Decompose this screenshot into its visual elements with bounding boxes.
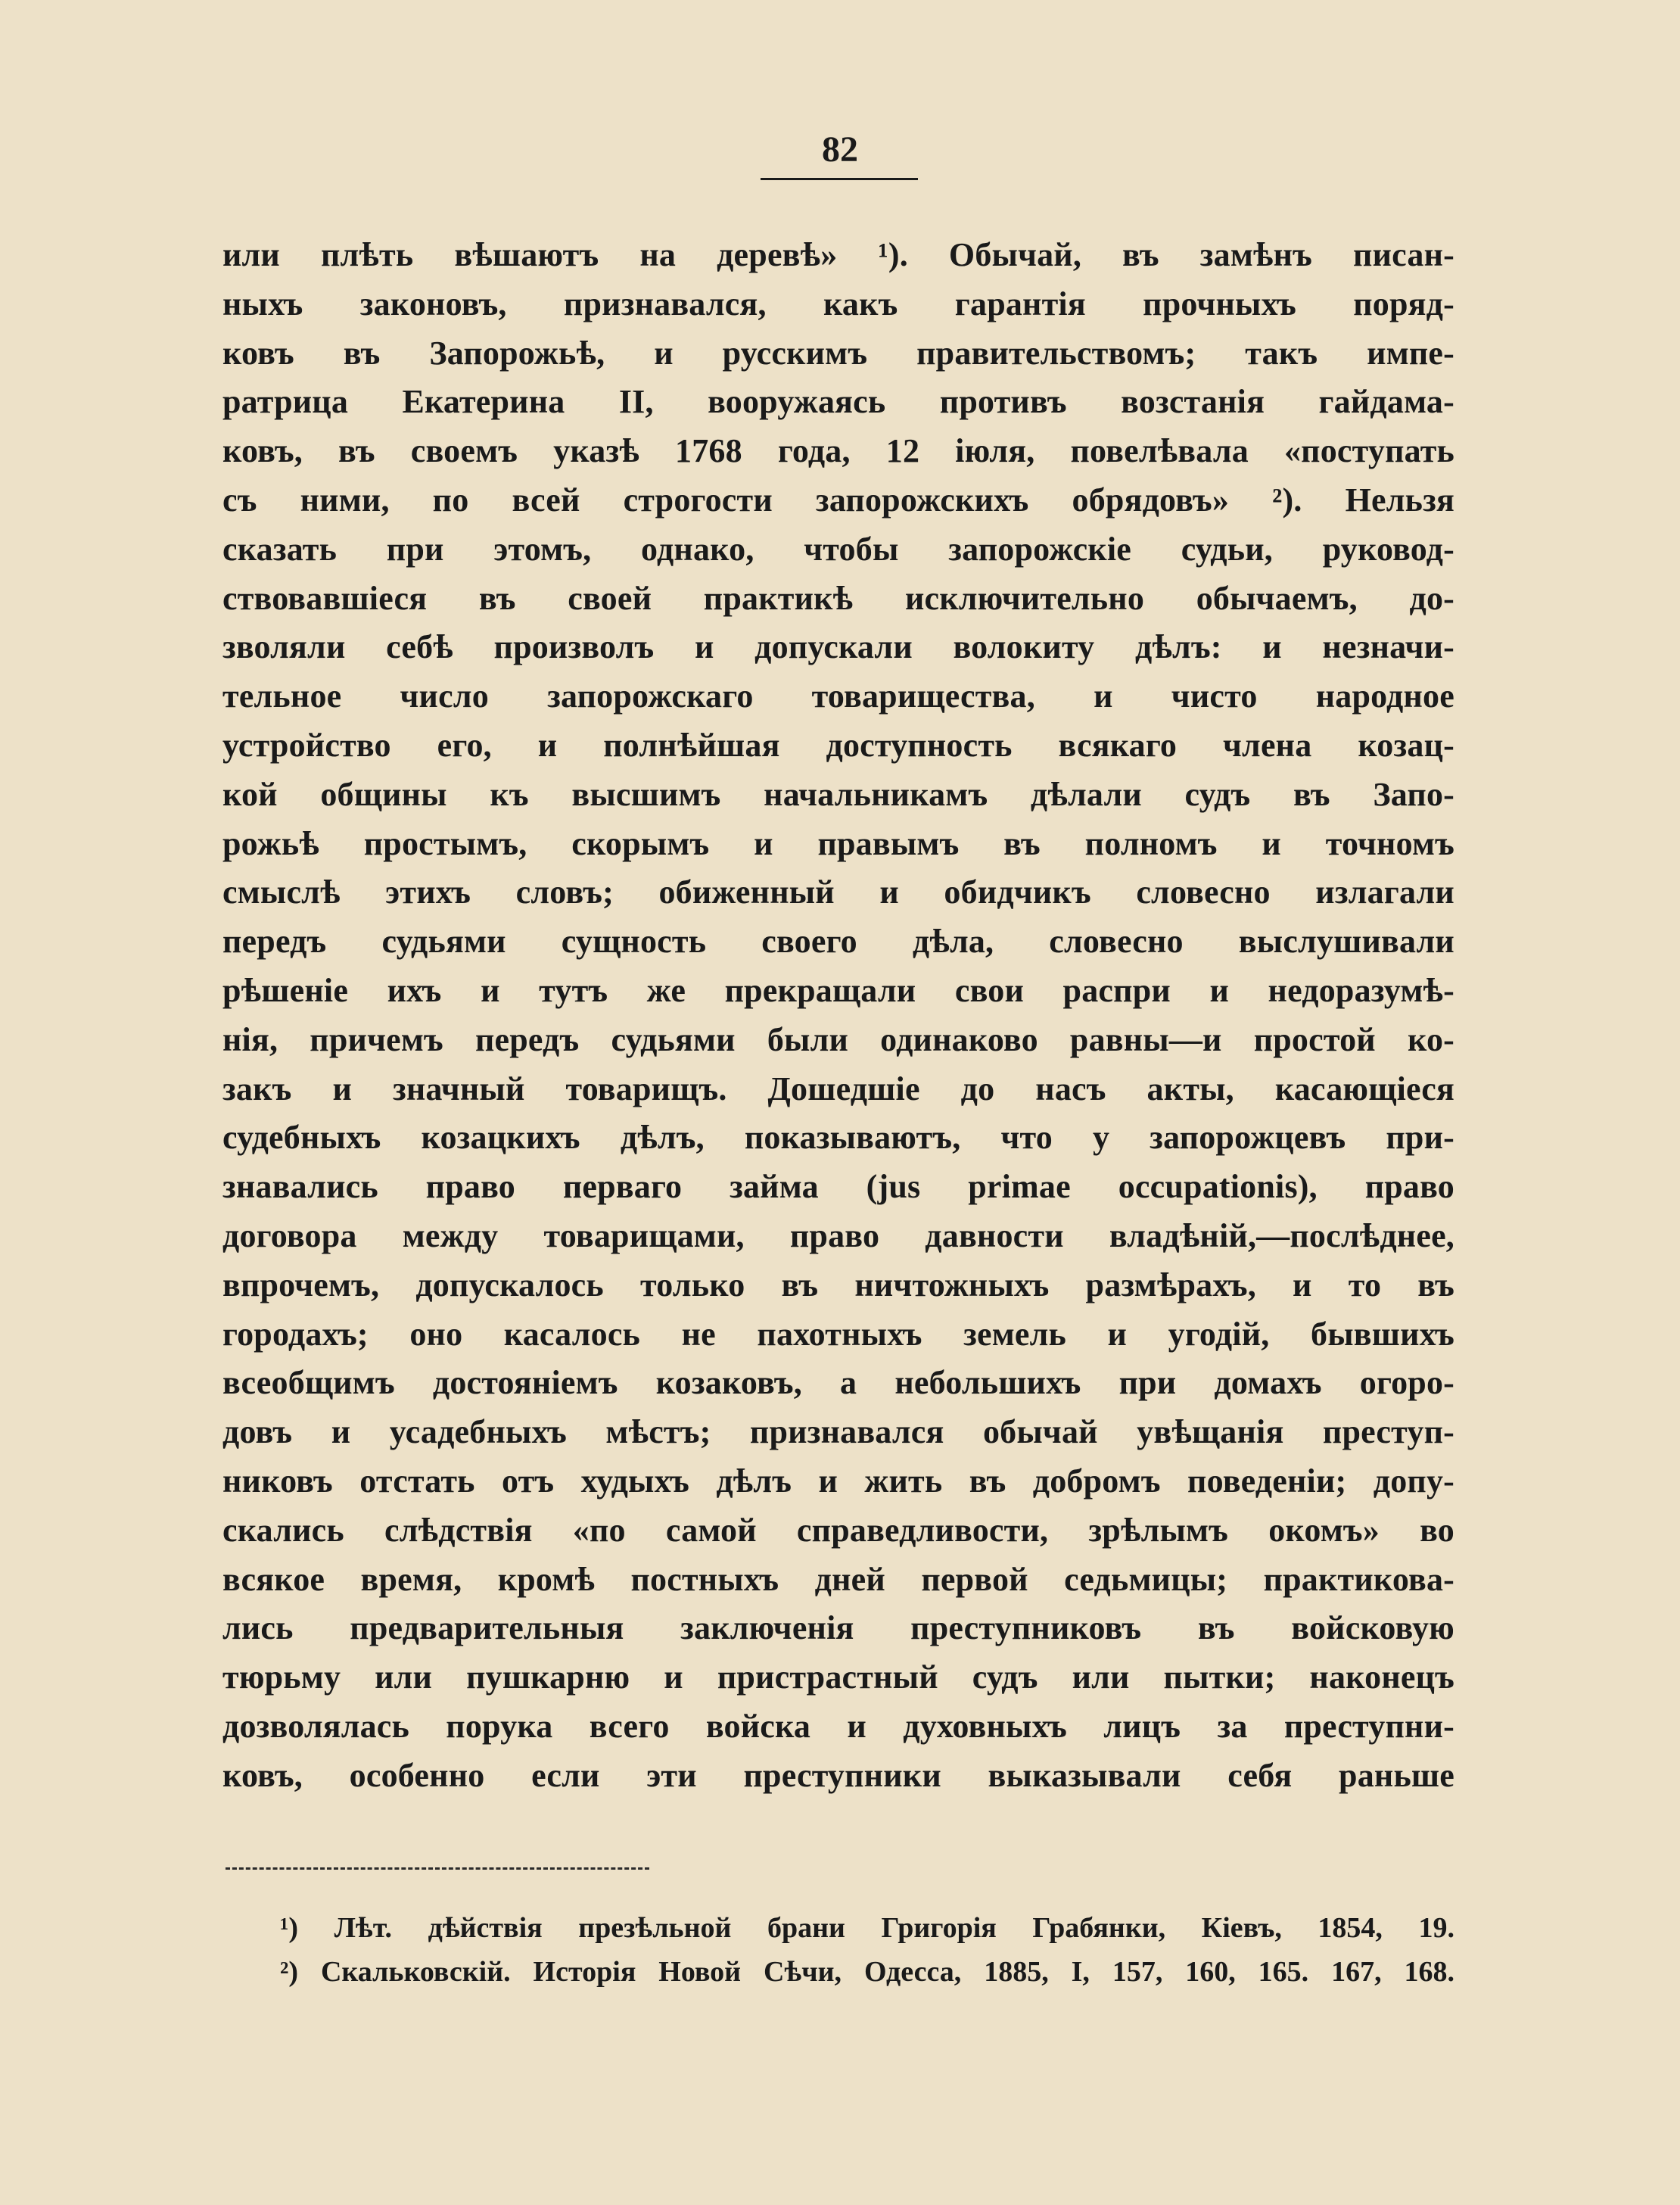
text-line: или плѣть вѣшаютъ на деревѣ» ¹). Обычай, въ замѣнъ писан- xyxy=(222,236,1454,273)
text-line: съ ними, по всей строгости запорожскихъ обрядовъ» ²). Нельзя xyxy=(222,481,1454,519)
text-line: никовъ отстать отъ худыхъ дѣлъ и жить въ добромъ поведеніи; допу- xyxy=(222,1462,1454,1500)
text-line: передъ судьями сущность своего дѣла, словесно выслушивали xyxy=(222,923,1454,961)
text-line: ныхъ законовъ, признавался, какъ гарантія прочныхъ поряд- xyxy=(222,285,1454,322)
text-line: тюрьму или пушкарню и пристрастный судъ или пытки; наконецъ xyxy=(222,1658,1454,1696)
text-line: скались слѣдствія «по самой справедливости, зрѣлымъ окомъ» во xyxy=(222,1511,1454,1549)
text-line: ковъ въ Запорожьѣ, и русскимъ правительствомъ; такъ импе- xyxy=(222,334,1454,372)
text-line: ковъ, въ своемъ указѣ 1768 года, 12 іюля, повелѣвала «поступать xyxy=(222,432,1454,470)
text-line: рожьѣ простымъ, скорымъ и правымъ въ полномъ и точномъ xyxy=(222,824,1454,862)
header-rule xyxy=(761,178,918,180)
text-line: договора между товарищами, право давности владѣній,—послѣднее, xyxy=(222,1216,1454,1254)
body-text xyxy=(222,231,1454,1801)
text-line: закъ и значный товарищъ. Дошедшіе до насъ акты, касающіеся xyxy=(222,1070,1454,1107)
text-line: лись предварительныя заключенія преступниковъ въ войсковую xyxy=(222,1609,1454,1647)
text-line: ковъ, особенно если эти преступники выказывали себя раньше xyxy=(222,1756,1454,1794)
text-line: кой общины къ высшимъ начальникамъ дѣлали судъ въ Запо- xyxy=(222,775,1454,813)
text-line: дозволялась порука всего войска и духовныхъ лицъ за преступни- xyxy=(222,1707,1454,1745)
text-line: знавались право перваго займа (jus primae occupationis), право xyxy=(222,1168,1454,1206)
footnotes xyxy=(280,1906,1454,1994)
page-number: 82 xyxy=(822,129,858,170)
text-line: сказать при этомъ, однако, чтобы запорожскіе судьи, руковод- xyxy=(222,530,1454,568)
footnote-separator xyxy=(226,1867,649,1870)
text-line: довъ и усадебныхъ мѣстъ; признавался обычай увѣщанія преступ- xyxy=(222,1413,1454,1451)
text-line: ратрица Екатерина II, вооружаясь противъ возстанія гайдама- xyxy=(222,383,1454,421)
text-line: ствовавшіеся въ своей практикѣ исключительно обычаемъ, до- xyxy=(222,579,1454,617)
text-line: городахъ; оно касалось не пахотныхъ земель и угодій, бывшихъ xyxy=(222,1315,1454,1353)
footnote-2: ²) Скальковскій. Исторія Новой Сѣчи, Одесса, 1885, I, 157, 160, 165. 167, 168. xyxy=(280,1956,1454,1988)
text-line: нія, причемъ передъ судьями были одинаково равны—и простой ко- xyxy=(222,1020,1454,1058)
text-line: смыслѣ этихъ словъ; обиженный и обидчикъ словесно излагали xyxy=(222,874,1454,911)
footnote-1: ¹) Лѣт. дѣйствія презѣльной брани Григорія Грабянки, Кіевъ, 1854, 19. xyxy=(280,1912,1454,1944)
text-line: всякое время, кромѣ постныхъ дней первой седьмицы; практикова- xyxy=(222,1560,1454,1598)
text-line: устройство его, и полнѣйшая доступность всякаго члена козац- xyxy=(222,726,1454,764)
text-line: зволяли себѣ произволъ и допускали волокиту дѣлъ: и незначи- xyxy=(222,628,1454,666)
text-line: тельное число запорожскаго товарищества, и чисто народное xyxy=(222,677,1454,715)
text-line: рѣшеніе ихъ и тутъ же прекращали свои распри и недоразумѣ- xyxy=(222,971,1454,1009)
text-line: впрочемъ, допускалось только въ ничтожныхъ размѣрахъ, и то въ xyxy=(222,1266,1454,1303)
text-line: судебныхъ козацкихъ дѣлъ, показываютъ, что у запорожцевъ при- xyxy=(222,1119,1454,1157)
text-line: всеобщимъ достояніемъ козаковъ, а небольшихъ при домахъ огоро- xyxy=(222,1364,1454,1402)
